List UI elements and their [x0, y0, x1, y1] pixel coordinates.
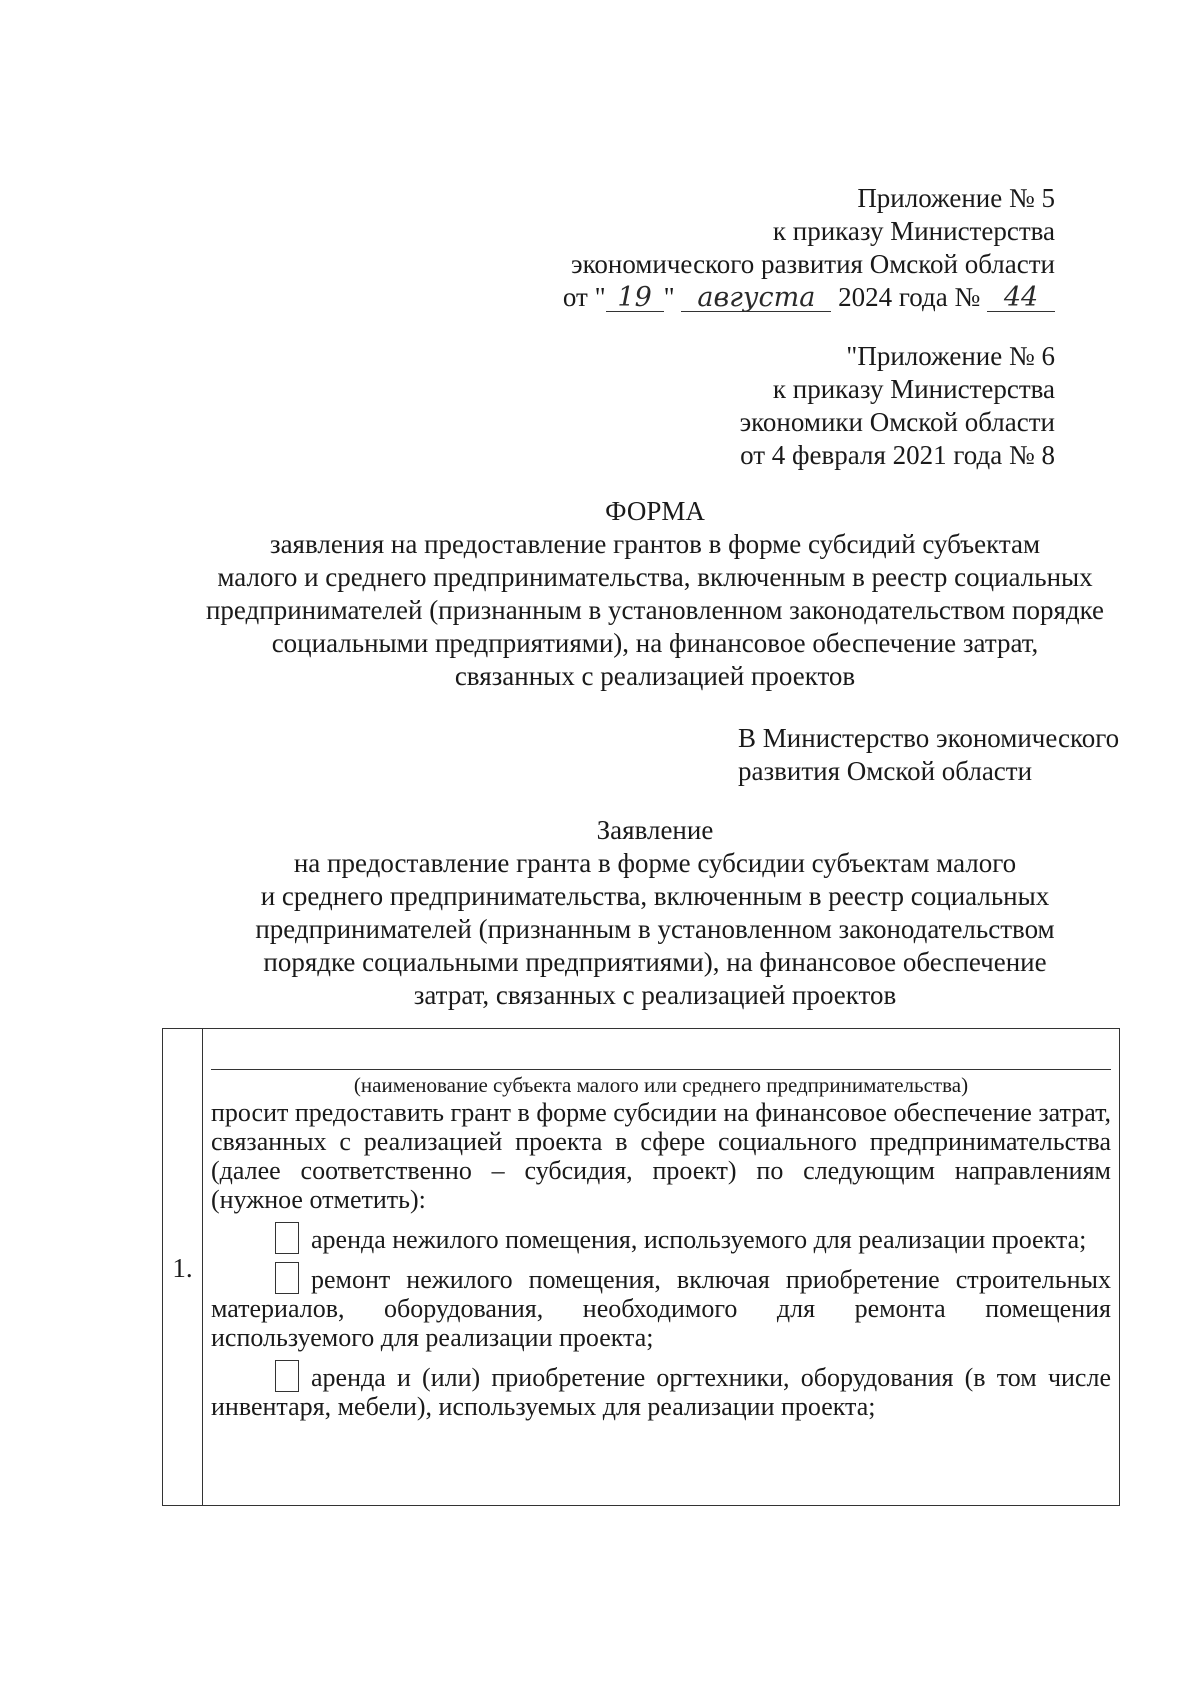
option-label: аренда и (или) приобретение оргтехники, оборудования (в том числе инвентаря, мебели), используемых для реализации проекта; [211, 1363, 1111, 1421]
statement-heading [150, 814, 1160, 1012]
addressee-line: развития Омской области [738, 756, 1033, 786]
option-item [211, 1360, 1111, 1421]
annex-5-header [563, 182, 1055, 314]
statement-subtitle-line: на предоставление гранта в форме субсидии субъектам малого [293, 848, 1017, 878]
form-subtitle-line: заявления на предоставление грантов в форме субсидий субъектам [269, 529, 1041, 559]
statement-subtitle-line: порядке социальными предприятиями), на финансовое обеспечение [263, 947, 1047, 977]
handwritten-month: августа [681, 285, 831, 312]
annex-5-date-line [563, 281, 1055, 314]
entity-name-field[interactable] [211, 1069, 1111, 1070]
statement-subtitle-line: затрат, связанных с реализацией проектов [413, 980, 897, 1010]
option-item [211, 1262, 1111, 1352]
annex-5-order-line: к приказу Министерства [772, 216, 1055, 246]
row-content-cell [211, 1029, 1111, 1421]
addressee-block [738, 722, 1119, 788]
annex-6-date-line: от 4 февраля 2021 года № 8 [740, 440, 1055, 470]
option-checkbox[interactable] [275, 1360, 299, 1392]
date-prefix: от " [562, 282, 606, 312]
row-number: 1. [172, 1253, 193, 1283]
row-number-cell [163, 1029, 203, 1505]
addressee-line: В Министерство экономического [738, 723, 1120, 753]
option-label: ремонт нежилого помещения, включая приобретение строительных материалов, оборудования, необходимого для ремонта помещения используемого для реализации проекта; [211, 1265, 1111, 1352]
handwritten-order-number: 44 [987, 285, 1055, 312]
annex-6-header [740, 340, 1055, 472]
form-subtitle-line: малого и среднего предпринимательства, включенным в реестр социальных [217, 562, 1093, 592]
option-label: аренда нежилого помещения, используемого для реализации проекта; [311, 1225, 1087, 1254]
statement-subtitle-line: и среднего предпринимательства, включенным в реестр социальных [260, 881, 1050, 911]
handwritten-day: 19 [606, 285, 664, 312]
application-table [162, 1028, 1120, 1506]
form-heading [150, 495, 1160, 693]
form-subtitle-line: предпринимателей (признанным в установленном законодательством порядке [205, 595, 1105, 625]
form-title: ФОРМА [605, 496, 705, 526]
statement-title: Заявление [596, 815, 714, 845]
annex-5-ministry-line: экономического развития Омской области [571, 249, 1055, 279]
date-year-text: 2024 года № [838, 282, 981, 312]
annex-5-title: Приложение № 5 [857, 183, 1055, 213]
form-subtitle-line: социальными предприятиями), на финансовое обеспечение затрат, [271, 628, 1039, 658]
annex-6-ministry-line: экономики Омской области [739, 407, 1055, 437]
option-checkbox[interactable] [275, 1262, 299, 1294]
entity-name-caption: (наименование субъекта малого или среднего предпринимательства) [353, 1073, 969, 1097]
date-quote-close: " [663, 282, 675, 312]
request-text: просит предоставить грант в форме субсидии на финансовое обеспечение затрат, связанных с реализацией проекта в сфере социального предпринимательства (далее соответственно – субсидия, проект) по следующим направлениям (нужное отметить): [211, 1098, 1111, 1214]
annex-6-order-line: к приказу Министерства [772, 374, 1055, 404]
option-item [211, 1222, 1111, 1254]
option-checkbox[interactable] [275, 1222, 299, 1254]
statement-subtitle-line: предпринимателей (признанным в установленном законодательством [255, 914, 1055, 944]
annex-6-title: "Приложение № 6 [846, 341, 1055, 371]
form-subtitle-line: связанных с реализацией проектов [454, 661, 856, 691]
